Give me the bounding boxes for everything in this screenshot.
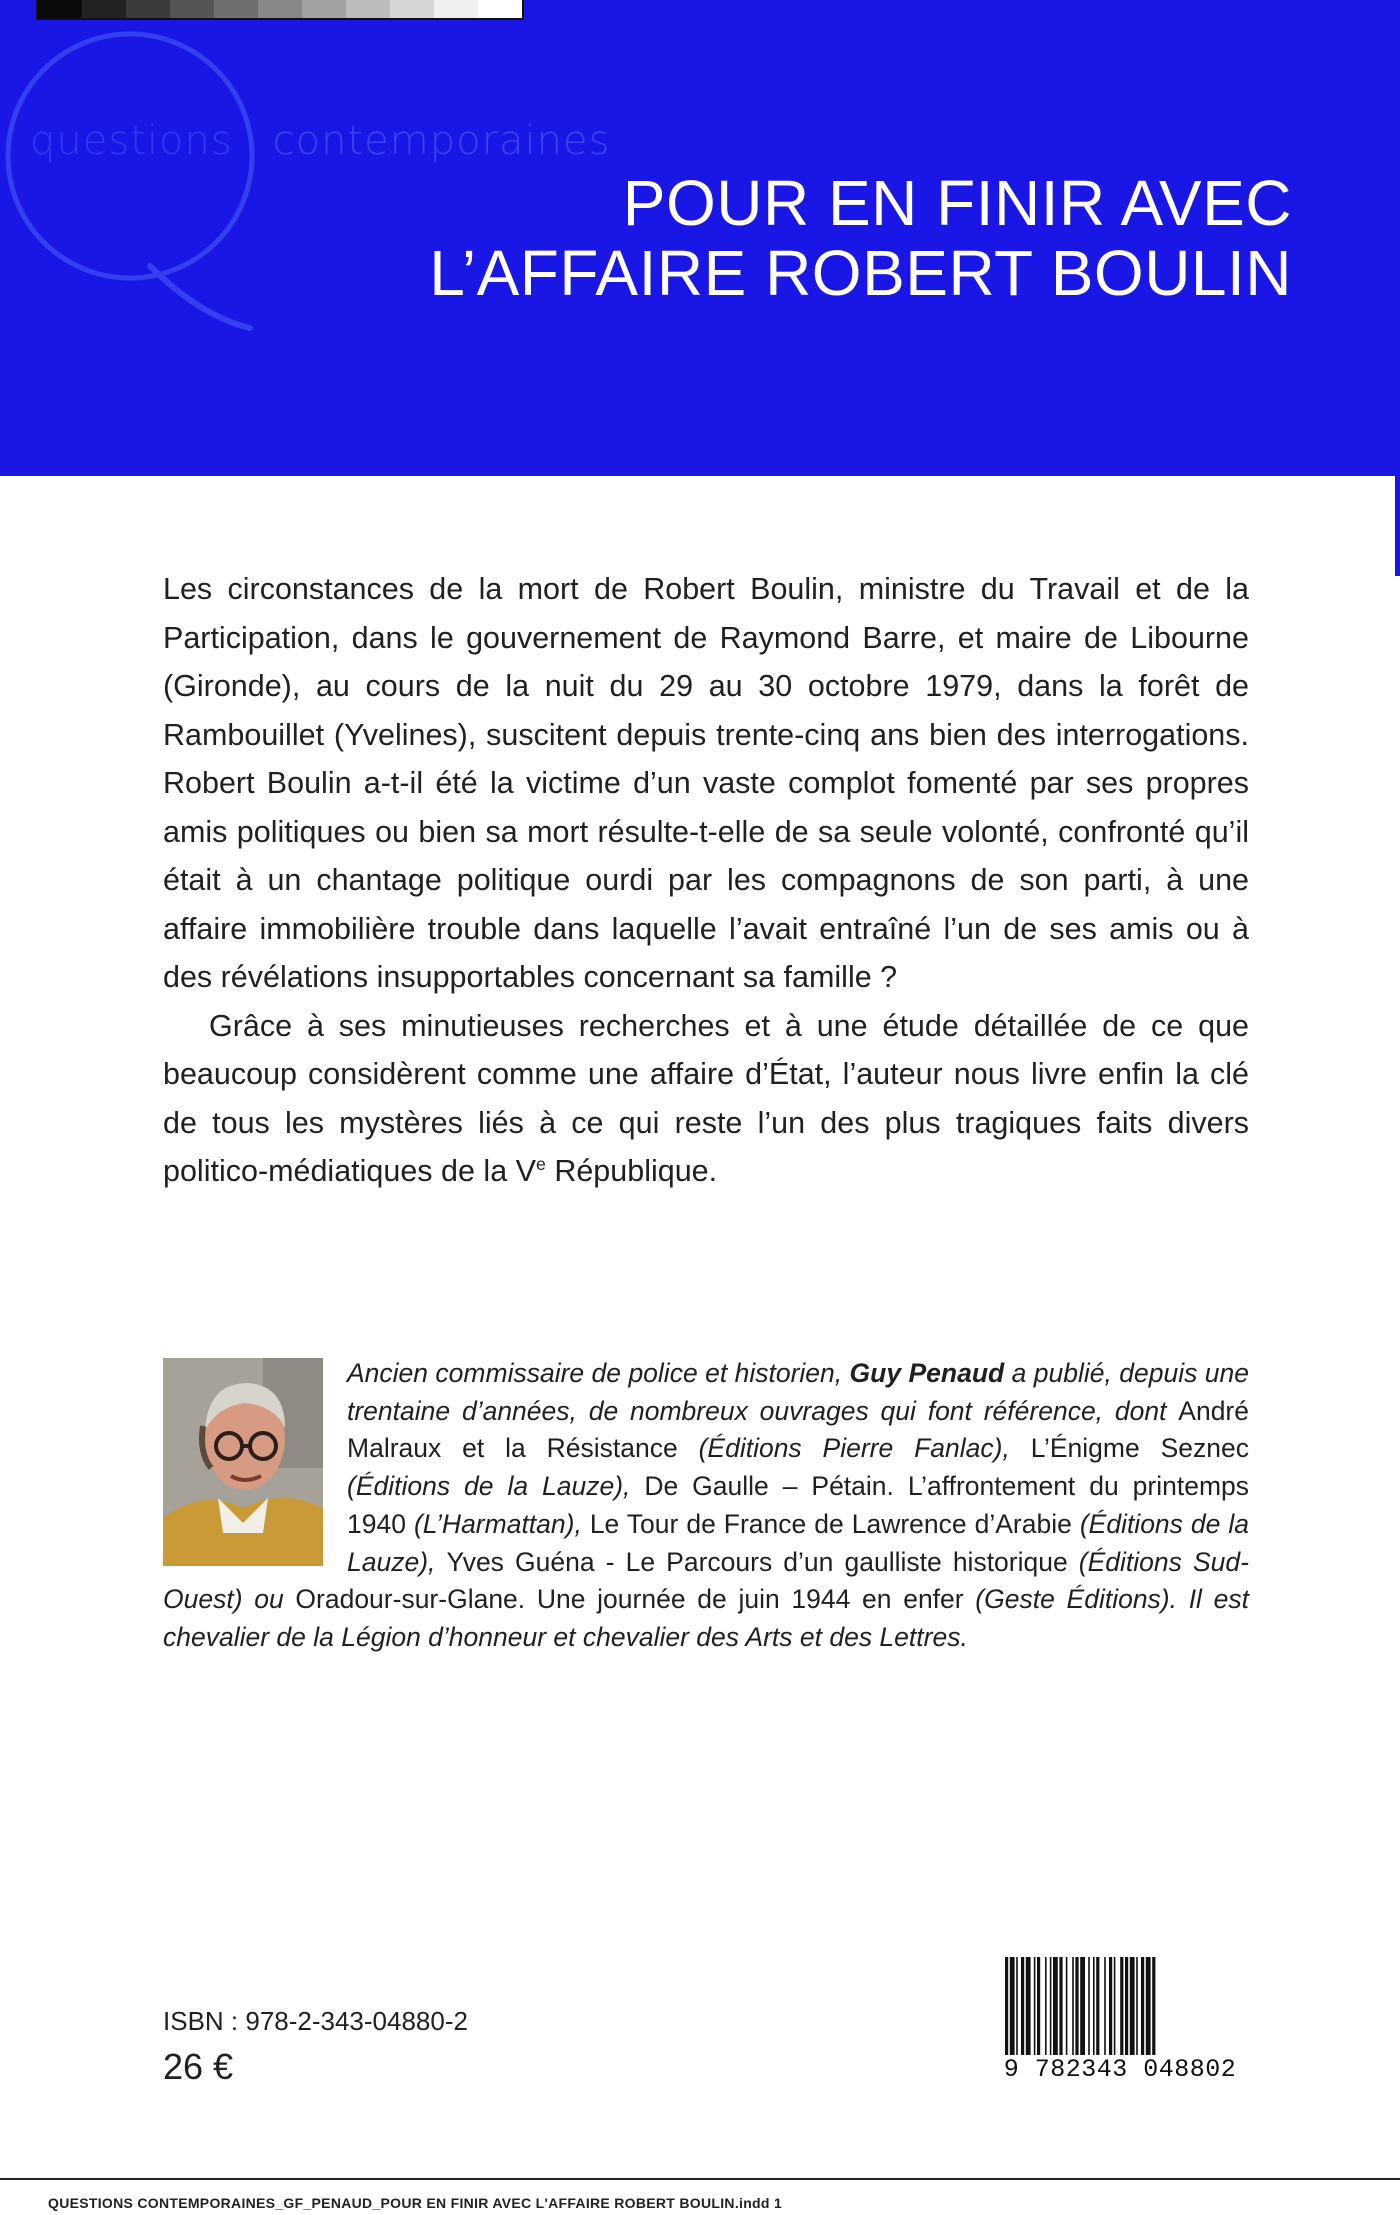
bio-publisher-6: (Geste Éditions). Il est chevalier de la Légion d’honneur et chevalier des Arts et des Lettres. <box>163 1584 1249 1652</box>
bio-publisher-5: (Éditions Sud-Ouest) ou <box>163 1546 1249 1615</box>
bio-publisher-3: (L’Harmattan), <box>405 1508 590 1539</box>
blurb-paragraph-2 <box>163 1002 1249 1196</box>
series-word-2: contemporaines <box>272 118 611 164</box>
bio-book-1: André Malraux et la Résistance <box>347 1395 1249 1464</box>
author-bio <box>163 1355 1249 1657</box>
title-line-1: POUR EN FINIR AVEC <box>622 167 1292 239</box>
barcode-digits: 9 782343 048802 <box>990 2055 1250 2084</box>
bio-book-6: Oradour-sur-Glane. Une journée de juin 1944 en enfer <box>295 1584 964 1615</box>
author-name: Guy Penaud <box>849 1358 1005 1388</box>
bio-text-1: Ancien commissaire de police et historien, <box>347 1358 850 1388</box>
bio-publisher-2: (Éditions de la Lauze), <box>347 1471 645 1502</box>
isbn: ISBN : 978-2-343-04880-2 <box>163 2006 468 2036</box>
blurb-p2-text: Grâce à ses minutieuses recherches et à une étude détaillée de ce que beaucoup considèrent comme une affaire d’État, l’auteur nous livre enfin la clé de tous les mystères liés à ce qui reste l’un des plus tragiques faits divers politico-médiatiques de la V <box>163 1008 1249 1188</box>
back-cover-blurb <box>163 565 1249 1196</box>
author-photo <box>163 1358 323 1566</box>
bio-publisher-1: (Éditions Pierre Fanlac), <box>677 1433 1031 1464</box>
blurb-paragraph-1: Les circonstances de la mort de Robert Boulin, ministre du Travail et de la Participation, dans le gouvernement de Raymond Barre, et maire de Libourne (Gironde), au cours de la nuit du 29 au 30 octobre 1979, dans la forêt de Rambouillet (Yvelines), suscitent depuis trente-cinq ans bien des interrogations. Robert Boulin a-t-il été la victime d’un vaste complot fomenté par ses propres amis politiques ou bien sa mort résulte-t-elle de sa seule volonté, confronté qu’il était à un chantage politique ourdi par les compagnons de son parti, à une affaire immobilière trouble dans laquelle l’avait entraîné l’un de ses amis ou à des révélations insupportables concernant sa famille ? <box>163 572 1249 994</box>
bio-book-5: Yves Guéna - Le Parcours d’un gaulliste historique <box>446 1546 1068 1577</box>
q-letter-logo-icon <box>0 16 280 336</box>
bio-book-2: L’Énigme Seznec <box>1030 1433 1249 1464</box>
banner-edge-rule <box>1395 476 1400 576</box>
bio-publisher-4: (Éditions de la Lauze), <box>347 1508 1249 1577</box>
book-title <box>429 168 1292 308</box>
series-name <box>30 118 610 164</box>
bio-text-2: a publié, depuis une trentaine d’années, de nombreux ouvrages qui font référence, dont <box>347 1358 1249 1426</box>
blurb-p2-end: République. <box>545 1154 718 1188</box>
print-slug: QUESTIONS CONTEMPORAINES_GF_PENAUD_POUR EN FINIR AVEC L'AFFAIRE ROBERT BOULIN.indd 1 <box>48 2195 783 2211</box>
bio-book-4: Le Tour de France de Lawrence d’Arabie <box>589 1508 1072 1539</box>
footer-rule <box>0 2178 1400 2180</box>
title-line-2: L’AFFAIRE ROBERT BOULIN <box>429 237 1292 309</box>
series-word-1: questions <box>30 118 233 164</box>
price: 26 € <box>163 2046 234 2087</box>
blurb-p2-superscript: e <box>536 1153 546 1174</box>
bio-book-3: De Gaulle – Pétain. L’affrontement du printemps 1940 <box>347 1471 1250 1539</box>
